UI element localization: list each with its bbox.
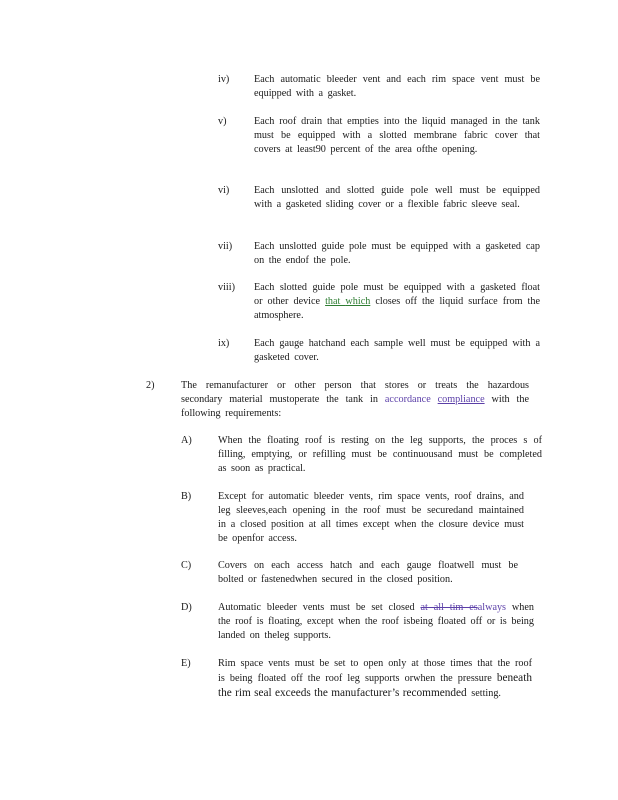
item-number: C) — [181, 560, 192, 571]
item-number: D) — [181, 602, 192, 613]
text-segment: when the roof is floating, except when the roof isbeing floated off or is being landed on theleg supports. — [218, 602, 534, 641]
item-text: Each roof drain that empties into the liquid managed in the tank must be equipped with a slotted membrane fabric cover that covers at least90 percent of the area ofthe opening. — [254, 116, 540, 155]
text-segment: The remanufacturer or other person that stores or treats the hazardous secondary material mustoperate the tank in — [181, 380, 529, 405]
text-segment: Each slotted guide pole must be equipped with a gasketed float or other device — [254, 282, 540, 307]
item-text: Each automatic bleeder vent and each rim space vent must be equipped with a gasket. — [254, 74, 540, 99]
letter-item-b — [181, 490, 546, 548]
item-number: vi) — [218, 185, 230, 196]
letter-item-a — [181, 434, 546, 478]
item-number: A) — [181, 435, 192, 446]
item-text — [218, 601, 534, 643]
item-number: 2) — [146, 380, 155, 391]
roman-item-vi — [218, 184, 543, 228]
roman-item-vii — [218, 240, 543, 270]
item-text — [181, 379, 529, 421]
numbered-item-2 — [146, 379, 546, 423]
letter-item-c — [181, 559, 546, 589]
text-segment: Rim space vents must be set to open only at those times that the roof is being floated off the roof leg supports orwhen the pressure — [218, 658, 532, 684]
item-number: ix) — [218, 338, 230, 349]
item-text: Each unslotted and slotted guide pole well must be equipped with a gasketed sliding cover or a flexible fabric sleeve seal. — [254, 185, 540, 210]
text-segment: closes off the liquid surface from the atmosphere. — [254, 296, 540, 321]
item-number: E) — [181, 658, 191, 669]
roman-item-ix — [218, 337, 543, 367]
item-text: Covers on each access hatch and each gauge floatwell must be bolted or fastenedwhen secured in the closed position. — [218, 560, 518, 585]
text-segment-large: beneath the rim seal exceeds the manufacturer’s recommended — [218, 672, 532, 699]
item-text — [218, 657, 532, 701]
letter-item-d — [181, 601, 546, 645]
roman-item-iv — [218, 73, 543, 103]
inserted-text: accordance — [384, 394, 431, 405]
deleted-text: at all tim es — [420, 602, 478, 613]
inserted-text: always — [477, 602, 507, 613]
letter-item-e — [181, 657, 546, 717]
item-text — [254, 281, 540, 323]
item-number: vii) — [218, 241, 233, 252]
text-segment: with the following requirements: — [181, 394, 529, 419]
text-segment: Automatic bleeder vents must be set closed — [218, 602, 421, 613]
item-number: viii) — [218, 282, 235, 293]
revised-text: which — [345, 296, 371, 307]
item-text: Except for automatic bleeder vents, rim space vents, roof drains, and leg sleeves,each opening in the roof must be securedand maintained in a closed position at all times except when the closure device must be openfor access. — [218, 491, 524, 544]
item-number: B) — [181, 491, 192, 502]
item-text: Each unslotted guide pole must be equipped with a gasketed cap on the endof the pole. — [254, 241, 540, 266]
roman-item-viii — [218, 281, 543, 325]
item-text: When the floating roof is resting on the leg supports, the proces s of filling, emptying, or refilling must be continuousand must be completed as soon as practical. — [218, 435, 542, 474]
item-text: Each gauge hatchand each sample well must be equipped with a gasketed cover. — [254, 338, 540, 363]
item-number: v) — [218, 116, 227, 127]
inserted-text: that — [325, 296, 346, 307]
roman-item-v — [218, 115, 543, 173]
text-segment: setting. — [466, 688, 501, 699]
revised-text: compliance — [437, 394, 485, 405]
item-number: iv) — [218, 74, 230, 85]
